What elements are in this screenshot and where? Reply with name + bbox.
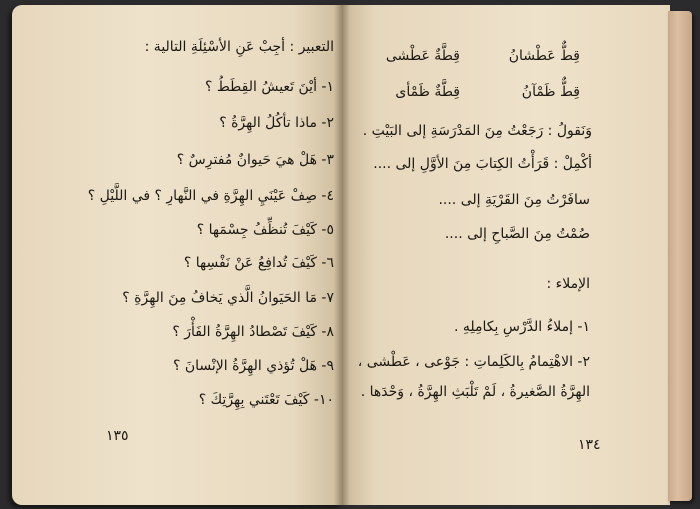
page-edges (668, 11, 692, 501)
question-5: ٥- كَيْفَ تُنظِّفُ جِسْمَها ؟ (196, 222, 334, 238)
pair-1-masculine: قِطٌّ عَطْشانُ (508, 48, 580, 64)
book-gutter (334, 5, 350, 505)
pair-1-feminine: قِطَّةٌ عَطْشى (385, 48, 460, 64)
page-number-right: ١٣٤ (578, 437, 601, 453)
complete-item-2: صُمْتُ مِنَ الصَّباحِ إلى .... (444, 226, 590, 242)
say-line: وَنَقولُ : رَجَعْتُ مِنَ المَدْرَسَةِ إلى البَيْتِ . (362, 123, 592, 139)
question-7: ٧- مَا الحَيَوانُ الَّذي يَخافُ مِنَ الهِرَّةِ ؟ (122, 290, 334, 306)
open-book (8, 5, 694, 505)
right-page (342, 5, 670, 505)
question-2: ٢- ماذا تأكُلُ الهِرَّةُ ؟ (219, 115, 334, 131)
dictation-heading: الإملاء : (546, 276, 590, 292)
exercise-heading: التعبير : أجِبْ عَنِ الأسْئِلَةِ التالية : (144, 39, 334, 55)
complete-item-1: سافَرْتُ مِنَ القَرْيَةِ إلى .... (438, 192, 590, 208)
pair-2-masculine: قِطٌّ ظَمْآنُ (521, 84, 580, 100)
dictation-item-2: ٢- الاهْتِمامُ بِالكَلِماتِ : جَوْعى ، عَطْشى ، (357, 354, 590, 370)
question-10: ١٠- كَيْفَ تَعْتَني بِهِرَّتِكَ ؟ (198, 392, 334, 408)
page-number-left: ١٣٥ (106, 428, 129, 444)
question-8: ٨- كَيْفَ تَصْطادُ الهِرَّةُ الفَأْرَ ؟ (172, 324, 334, 340)
dictation-item-1: ١- إملاءُ الدَّرْسِ بِكامِلِهِ . (453, 319, 590, 335)
dictation-item-3: الهِرَّةُ الصَّغيرةُ ، لَمْ تَلْبَثِ الهِرَّةُ ، وَحْدَها . (360, 384, 590, 400)
question-6: ٦- كَيْفَ تُدافِعُ عَنْ نَفْسِها ؟ (183, 255, 334, 271)
complete-line: أكْمِلْ : قَرَأْتُ الكِتابَ مِنَ الأوَّلِ إلى .... (373, 156, 592, 172)
question-1: ١- أيْنَ تَعيشُ القِطَطُ ؟ (205, 79, 334, 95)
left-page (12, 5, 342, 505)
question-4: ٤- صِفْ عَيْنَيِ الهِرَّةِ في النَّهارِ ؟ في اللَّيْلِ ؟ (87, 188, 334, 204)
pair-2-feminine: قِطَّةٌ ظَمْأى (395, 84, 460, 100)
question-3: ٣- هَلْ هيَ حَيوانٌ مُفترِسٌ ؟ (176, 152, 334, 168)
question-9: ٩- هَلْ تُؤذي الهِرَّةُ الإنْسانَ ؟ (172, 358, 334, 374)
